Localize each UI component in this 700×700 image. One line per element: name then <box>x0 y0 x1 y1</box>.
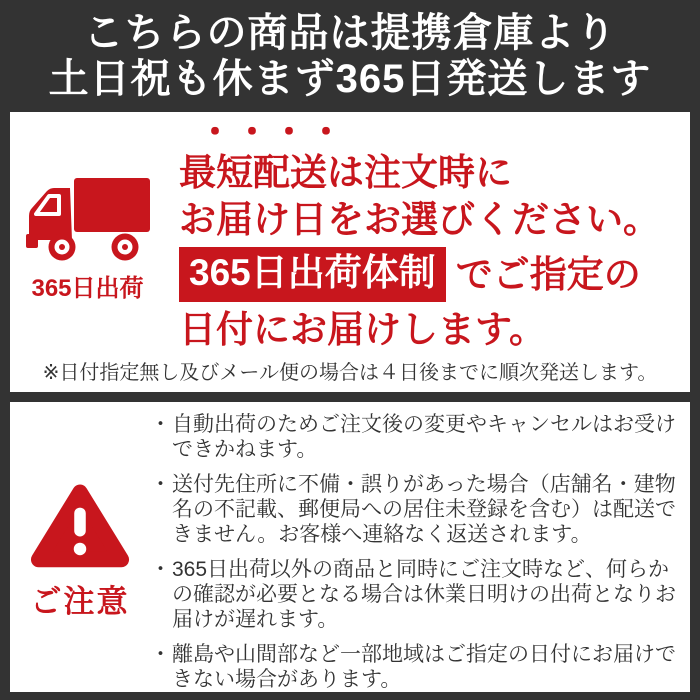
caution-item-text: 自動出荷のためご注文後の変更やキャンセルはお受けできかねます。 <box>172 413 676 461</box>
shipping-line2: お届け日をお選びください。 <box>179 199 660 240</box>
shipping-icon-column <box>10 112 165 353</box>
caution-item <box>150 642 682 692</box>
shipping-note: ※日付指定無し及びメール便の場合は４日後までに順次発送します。 <box>42 362 658 384</box>
warning-triangle-icon <box>30 478 130 568</box>
shipping-line3 <box>179 247 660 302</box>
emphasis-dots-icon: ・・・・ <box>197 111 346 152</box>
caution-panel <box>10 402 690 692</box>
bullet-marker: ・ <box>150 413 171 436</box>
shipping-line3-suffix: でご指定の <box>455 253 641 295</box>
shipping-line1: 最短配送は注文時に <box>179 152 512 193</box>
truck-label: 365日出荷 <box>31 275 144 302</box>
bullet-marker: ・ <box>150 558 171 581</box>
caution-list <box>150 402 690 692</box>
shipping-line4: 日付にお届けします。 <box>179 308 547 350</box>
header-line1: こちらの商品は提携倉庫より <box>83 11 617 55</box>
caution-item <box>150 557 682 632</box>
caution-icon-column <box>10 402 150 692</box>
caution-item <box>150 472 682 547</box>
caution-label: ご注意 <box>30 584 130 619</box>
caution-item-text: 365日出荷以外の商品と同時にご注文時など、何らかの確認が必要となる場合は休業日明けの出荷となりお届けが遅れます。 <box>172 558 676 631</box>
delivery-truck-icon <box>26 178 150 262</box>
highlight-365-badge: 365日出荷体制 <box>179 247 446 302</box>
shipping-text-column <box>165 112 660 353</box>
bullet-marker: ・ <box>150 643 171 666</box>
bullet-marker: ・ <box>150 473 171 496</box>
caution-item-text: 送付先住所に不備・誤りがあった場合（店舗名・建物名の不記載、郵便局への居住未登録を含む）は配送できません。お客様へ連絡なく返送されます。 <box>172 473 676 546</box>
caution-item <box>150 412 682 462</box>
caution-item-text: 離島や山間部など一部地域はご指定の日付にお届けできない場合があります。 <box>172 643 676 691</box>
header-line2: 土日祝も休まず365日発送します <box>48 57 652 101</box>
shipping-row <box>10 112 690 353</box>
header-banner <box>0 0 700 112</box>
shipping-panel <box>10 112 690 392</box>
